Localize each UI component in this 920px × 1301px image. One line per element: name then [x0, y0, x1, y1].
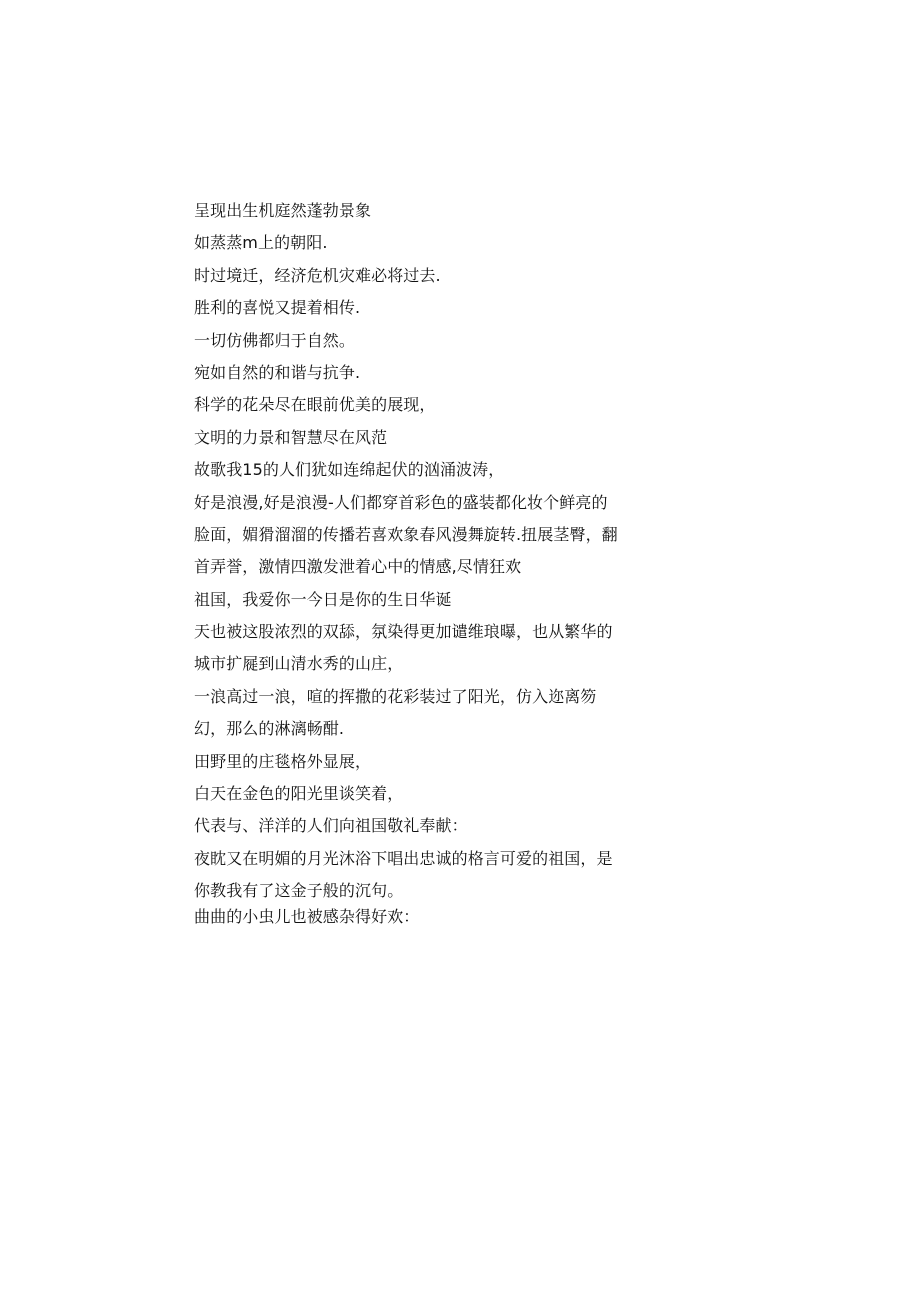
text-line: 文明的力景和智慧尽在风范	[194, 427, 388, 447]
text-line: 好是浪漫,好是浪漫-人们都穿首彩色的盛装都化妆个鲜亮的	[194, 492, 608, 512]
text-line: 夜眈又在明媚的月光沐浴下唱出忠诚的格言可爱的祖国，是	[194, 848, 613, 868]
text-line: 幻，那么的淋漓畅酣.	[194, 719, 345, 739]
text-line: 一切仿佛都归于自然。	[194, 330, 356, 350]
document-text-block	[194, 199, 618, 938]
text-line: 如蒸蒸m上的朝阳.	[194, 233, 328, 253]
text-line: 田野里的庄毯格外显展，	[194, 751, 372, 771]
text-line: 天也被这股浓烈的双舔，氛染得更加谴维琅曝，也从繁华的	[194, 622, 613, 642]
text-line: 时过境迁，经济危机灾难必将过去.	[194, 265, 441, 285]
text-line: 呈现出生机庭然蓬勃景象	[194, 201, 372, 220]
text-line: 宛如自然的和谐与抗争.	[194, 362, 361, 382]
text-line: 脸面，媚猾溜溜的传播若喜欢象春风漫舞旋转.扭展茎臀，翻	[194, 524, 618, 544]
text-line: 一浪高过一浪，喧的挥撒的花彩装过了阳光，仿入迩离笏	[194, 686, 597, 706]
text-line: 白天在金色的阳光里谈笑着，	[194, 784, 404, 804]
text-line: 胜利的喜悦又提着相传.	[194, 298, 361, 318]
text-line: 故歌我15的人们犹如连绵起伏的汹涌波涛，	[194, 460, 505, 480]
text-line: 曲曲的小虫儿也被感杂得好欢：	[194, 907, 420, 927]
text-line: 城市扩屣到山清水秀的山庄，	[194, 654, 404, 674]
text-line: 你教我有了这金子般的沉句。	[194, 881, 404, 901]
text-line: 科学的花朵尽在眼前优美的展现，	[194, 395, 436, 415]
text-line: 祖国，我爱你一今日是你的生日华诞	[194, 589, 452, 609]
text-line: 首弄誉，激情四激发泄着心中的情感,尽情狂欢	[194, 557, 522, 577]
text-line: 代表与、洋洋的人们向祖国敬礼奉献：	[194, 816, 468, 836]
